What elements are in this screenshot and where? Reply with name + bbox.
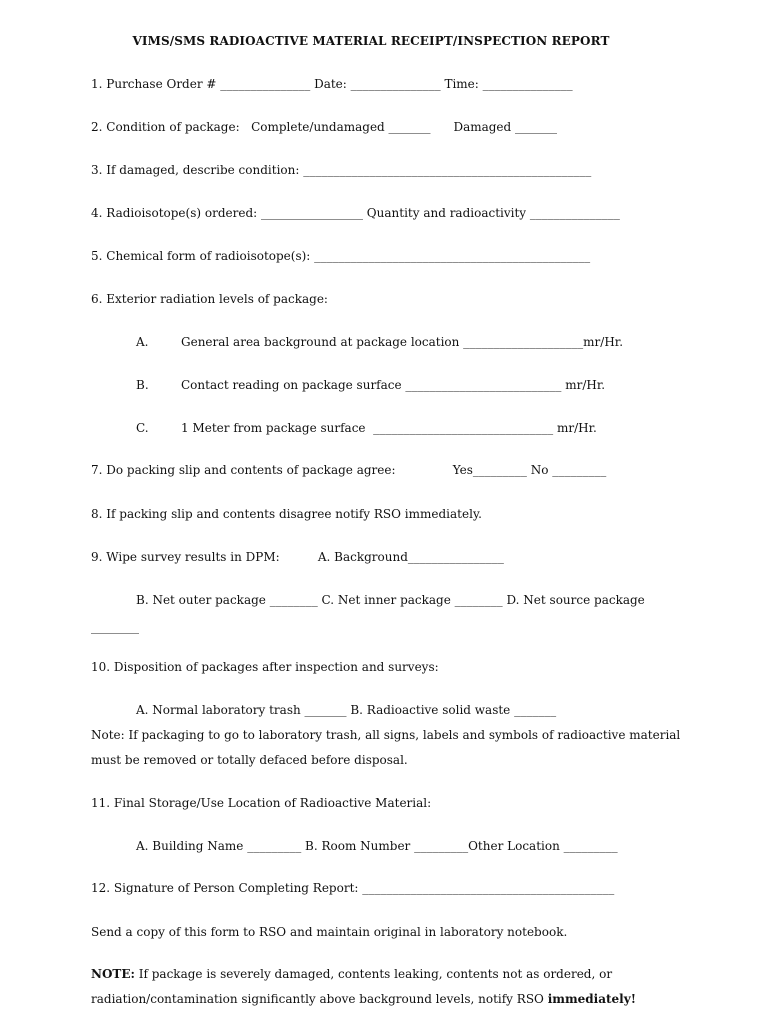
- item-packing-slip-agree: 7. Do packing slip and contents of package agree: Yes_________ No _________: [91, 463, 607, 477]
- note-severe-damage-text: If package is severely damaged, contents leaking, contents not as ordered, or: [134, 967, 613, 981]
- item-6b-letter: B.: [136, 378, 149, 392]
- item-packing-slip-disagree: 8. If packing slip and contents disagree notify RSO immediately.: [91, 507, 482, 521]
- item-6a-background: General area background at package location ____________________mr/Hr.: [181, 335, 624, 349]
- note-packaging-line2: must be removed or totally defaced before disposal.: [91, 753, 408, 767]
- item-storage-location: A. Building Name _________ B. Room Number _________Other Location _________: [136, 839, 618, 853]
- item-damage-description: 3. If damaged, describe condition: ________________________________________________: [91, 163, 592, 177]
- item-wipe-survey-net-continued: ________: [91, 620, 139, 634]
- item-6b-contact-reading: Contact reading on package surface __________________________ mr/Hr.: [181, 378, 606, 392]
- item-package-disposition: 10. Disposition of packages after inspection and surveys:: [91, 660, 439, 674]
- item-6a-letter: A.: [136, 335, 149, 349]
- note-label: NOTE:: [91, 967, 135, 981]
- item-signature: 12. Signature of Person Completing Report: __________________________________________: [91, 881, 615, 895]
- item-package-condition: 2. Condition of package: Complete/undamaged _______ Damaged _______: [91, 120, 558, 134]
- note-packaging-line1: Note: If packaging to go to laboratory trash, all signs, labels and symbols of radioactive material: [91, 728, 681, 742]
- item-chemical-form: 5. Chemical form of radioisotope(s): ______________________________________________: [91, 249, 591, 263]
- item-wipe-survey: 9. Wipe survey results in DPM: A. Background________________: [91, 550, 504, 564]
- item-disposition-options: A. Normal laboratory trash _______ B. Radioactive solid waste _______: [136, 703, 557, 717]
- item-exterior-radiation: 6. Exterior radiation levels of package:: [91, 292, 328, 306]
- item-radioisotope-ordered: 4. Radioisotope(s) ordered: _________________ Quantity and radioactivity _______________: [91, 206, 620, 220]
- note-immediately: immediately!: [547, 992, 636, 1006]
- note-severe-damage-line2: [91, 991, 636, 1007]
- item-6c-letter: C.: [136, 421, 149, 435]
- note-notify-rso-text: radiation/contamination significantly above background levels, notify RSO: [91, 992, 548, 1006]
- item-final-storage: 11. Final Storage/Use Location of Radioactive Material:: [91, 796, 432, 810]
- item-wipe-survey-net: B. Net outer package ________ C. Net inner package ________ D. Net source package: [136, 593, 645, 607]
- report-title: VIMS/SMS RADIOACTIVE MATERIAL RECEIPT/INSPECTION REPORT: [132, 34, 610, 48]
- instruction-send-copy: Send a copy of this form to RSO and maintain original in laboratory notebook.: [91, 925, 568, 939]
- item-purchase-order: 1. Purchase Order # _______________ Date: _______________ Time: _______________: [91, 77, 573, 91]
- item-6c-one-meter: 1 Meter from package surface ______________________________ mr/Hr.: [181, 421, 597, 435]
- note-severe-damage-line1: [91, 966, 612, 982]
